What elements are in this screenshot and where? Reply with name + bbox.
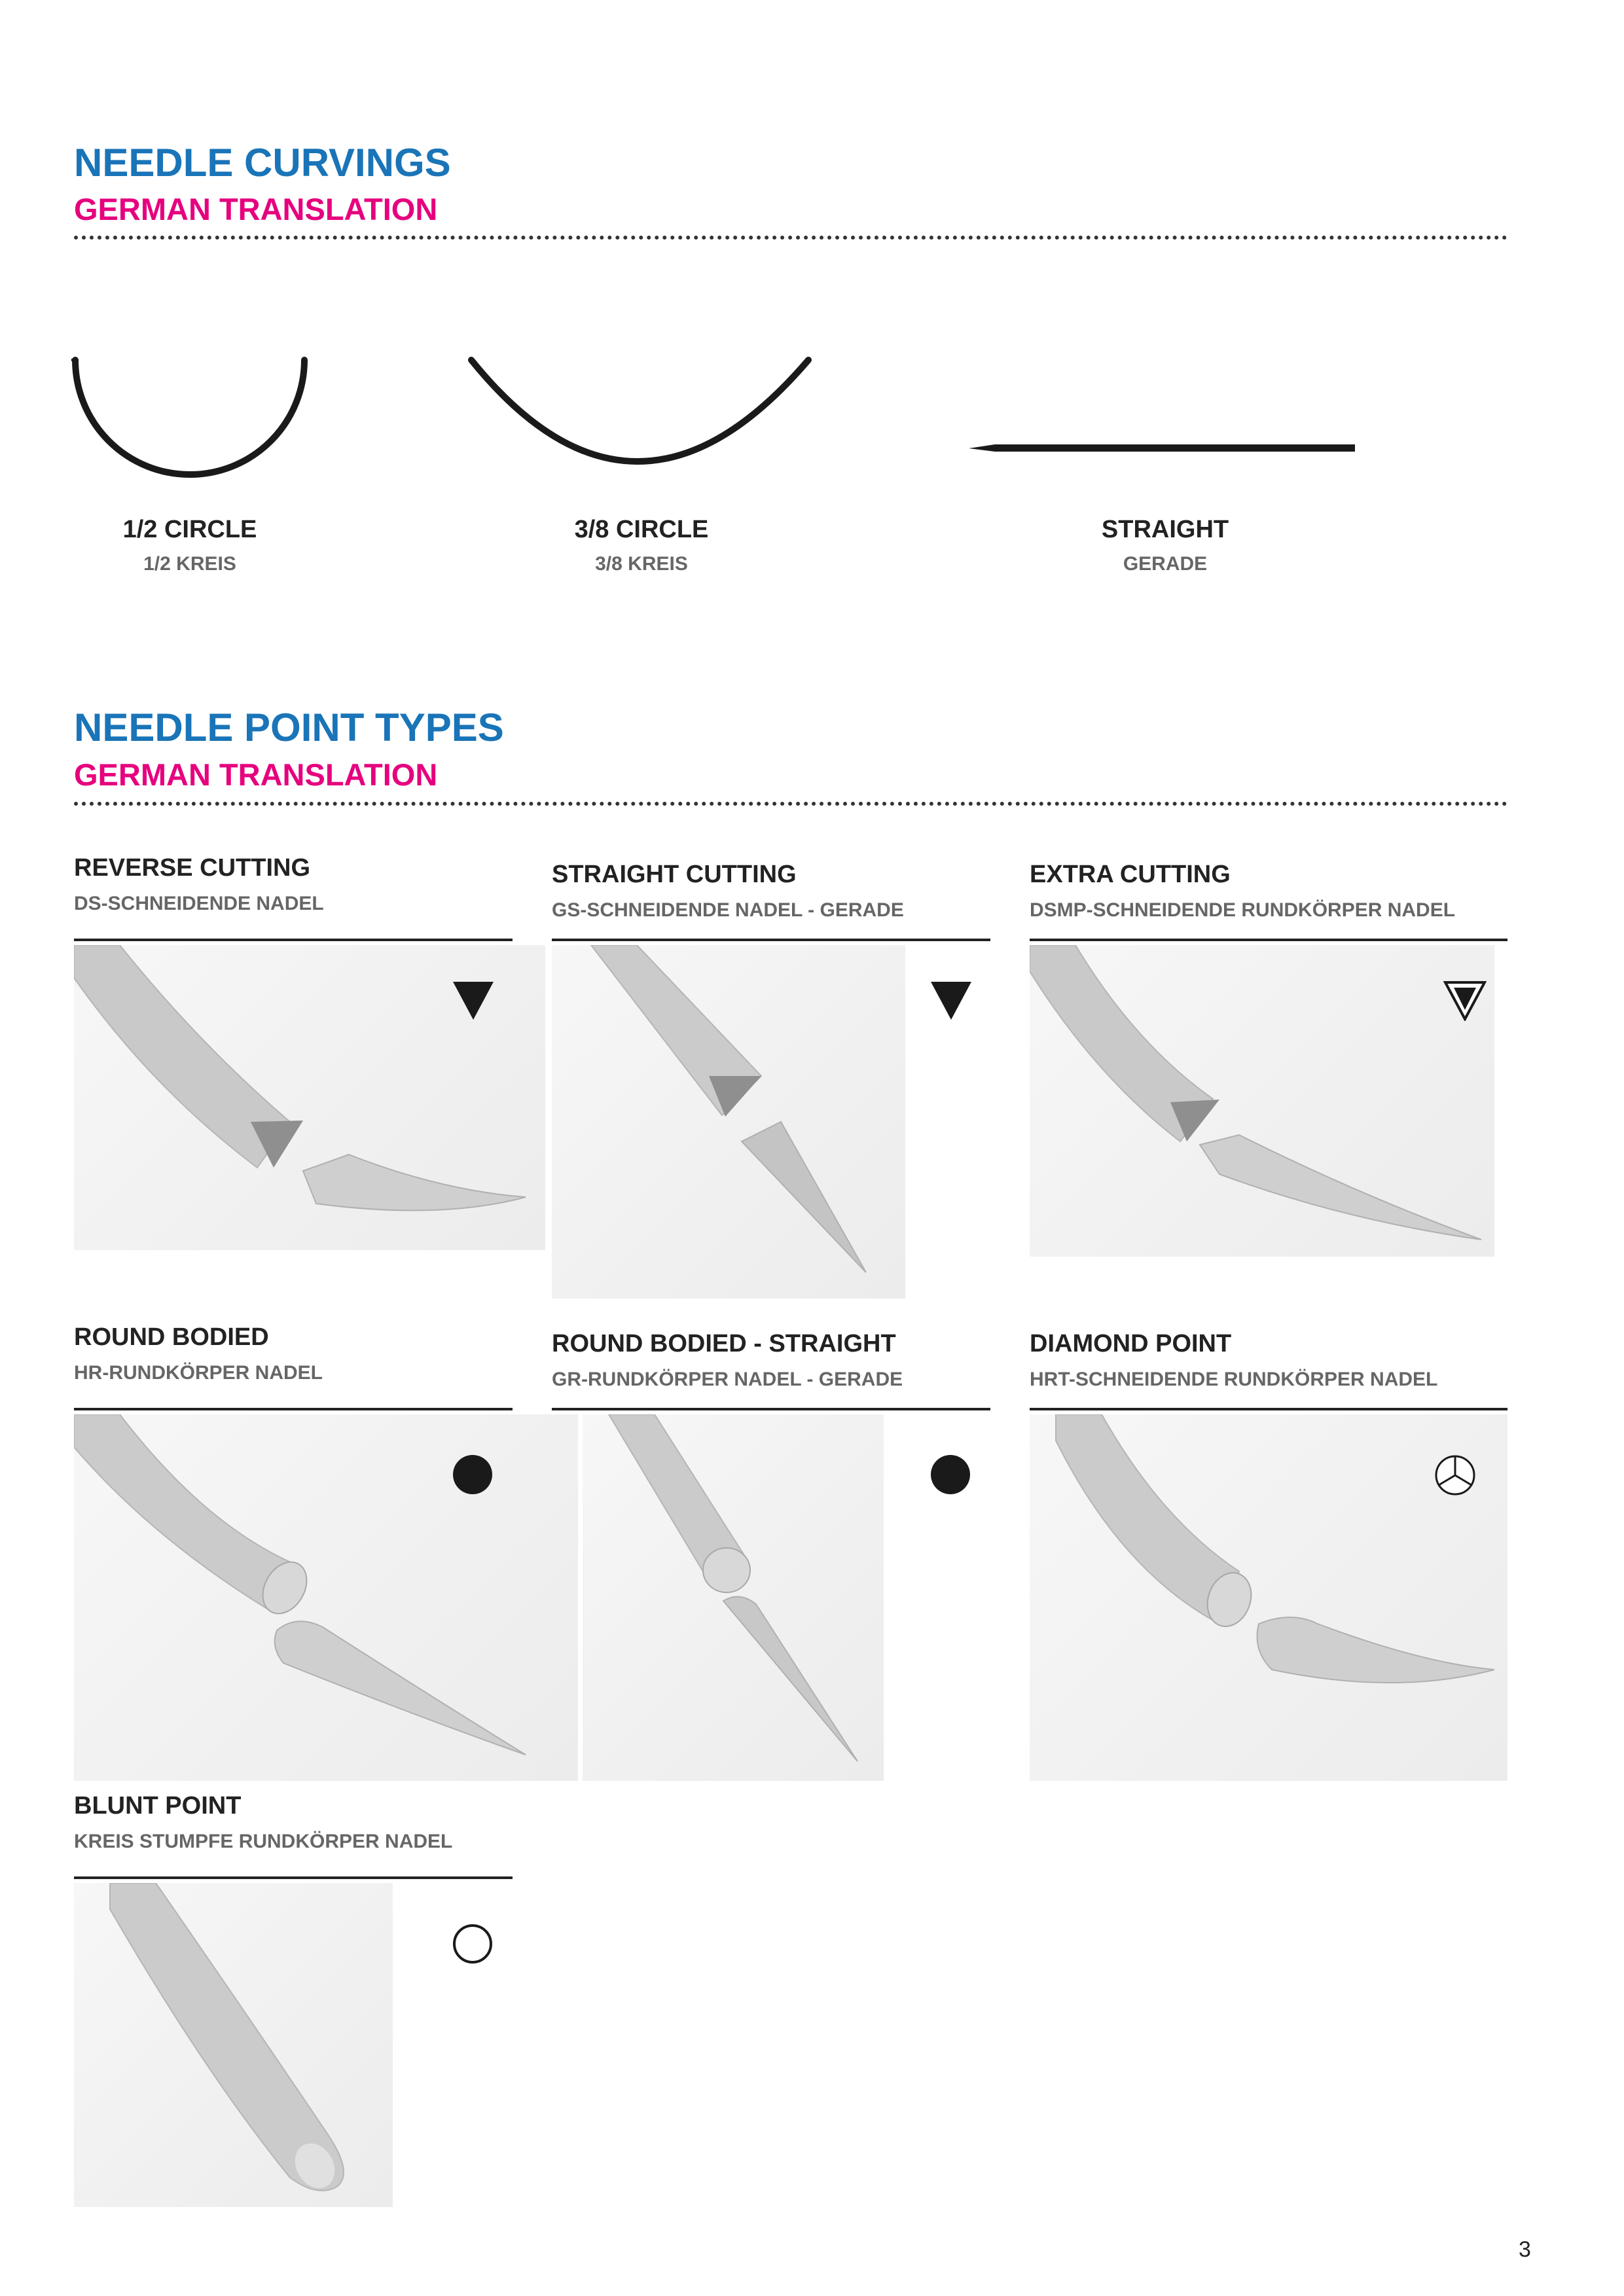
- blunt-point-needle-image: [74, 1883, 393, 2207]
- curve-label: 1/2 CIRCLE: [122, 516, 257, 543]
- underline-rule: [552, 1408, 990, 1410]
- three-eighths-circle-curve-icon: [458, 347, 825, 484]
- curve-translation: GERADE: [1123, 553, 1208, 575]
- round-bodied-needle-image: [74, 1414, 578, 1781]
- inverted-triangle-icon: [929, 980, 973, 1021]
- point-type-translation: GR-RUNDKÖRPER NADEL - GERADE: [552, 1369, 903, 1390]
- section-subtitle-point-types: GERMAN TRANSLATION: [74, 757, 438, 792]
- extra-cutting-needle-image: [1030, 945, 1494, 1257]
- curve-label: STRAIGHT: [1101, 516, 1229, 543]
- half-circle-curve-icon: [65, 347, 327, 484]
- inverted-triangle-icon: [452, 980, 495, 1021]
- section-title-point-types: NEEDLE POINT TYPES: [74, 706, 504, 749]
- underline-rule: [552, 939, 990, 941]
- point-type-translation: KREIS STUMPFE RUNDKÖRPER NADEL: [74, 1831, 453, 1852]
- filled-circle-icon: [929, 1454, 971, 1496]
- point-type-translation: HR-RUNDKÖRPER NADEL: [74, 1362, 323, 1384]
- dotted-divider: [74, 236, 1507, 240]
- open-circle-icon: [452, 1923, 494, 1965]
- round-bodied-straight-needle-image: [583, 1414, 884, 1781]
- straight-needle-icon: [969, 439, 1362, 458]
- point-type-translation: DSMP-SCHNEIDENDE RUNDKÖRPER NADEL: [1030, 899, 1456, 921]
- curve-translation: 1/2 KREIS: [143, 553, 236, 575]
- curve-translation: 3/8 KREIS: [595, 553, 688, 575]
- page-number: 3: [1519, 2237, 1531, 2262]
- section-subtitle-curvings: GERMAN TRANSLATION: [74, 192, 438, 226]
- underline-rule: [74, 1876, 513, 1879]
- point-type-translation: GS-SCHNEIDENDE NADEL - GERADE: [552, 899, 904, 921]
- filled-circle-icon: [452, 1454, 494, 1496]
- dotted-divider: [74, 802, 1507, 806]
- point-type-translation: DS-SCHNEIDENDE NADEL: [74, 893, 324, 914]
- tri-star-circle-icon: [1434, 1454, 1477, 1497]
- underline-rule: [1030, 939, 1507, 941]
- point-type-title: STRAIGHT CUTTING: [552, 861, 797, 888]
- underline-rule: [74, 1408, 513, 1410]
- point-type-title: BLUNT POINT: [74, 1792, 242, 1820]
- point-type-title: ROUND BODIED: [74, 1323, 269, 1351]
- point-type-title: ROUND BODIED - STRAIGHT: [552, 1330, 896, 1357]
- underline-rule: [1030, 1408, 1507, 1410]
- point-type-title: DIAMOND POINT: [1030, 1330, 1232, 1357]
- section-title-curvings: NEEDLE CURVINGS: [74, 141, 451, 185]
- point-type-translation: HRT-SCHNEIDENDE RUNDKÖRPER NADEL: [1030, 1369, 1438, 1390]
- curve-label: 3/8 CIRCLE: [574, 516, 709, 543]
- triangle-in-triangle-icon: [1443, 980, 1487, 1021]
- underline-rule: [74, 939, 513, 941]
- point-type-title: REVERSE CUTTING: [74, 854, 311, 882]
- straight-cutting-needle-image: [552, 945, 905, 1299]
- point-type-title: EXTRA CUTTING: [1030, 861, 1231, 888]
